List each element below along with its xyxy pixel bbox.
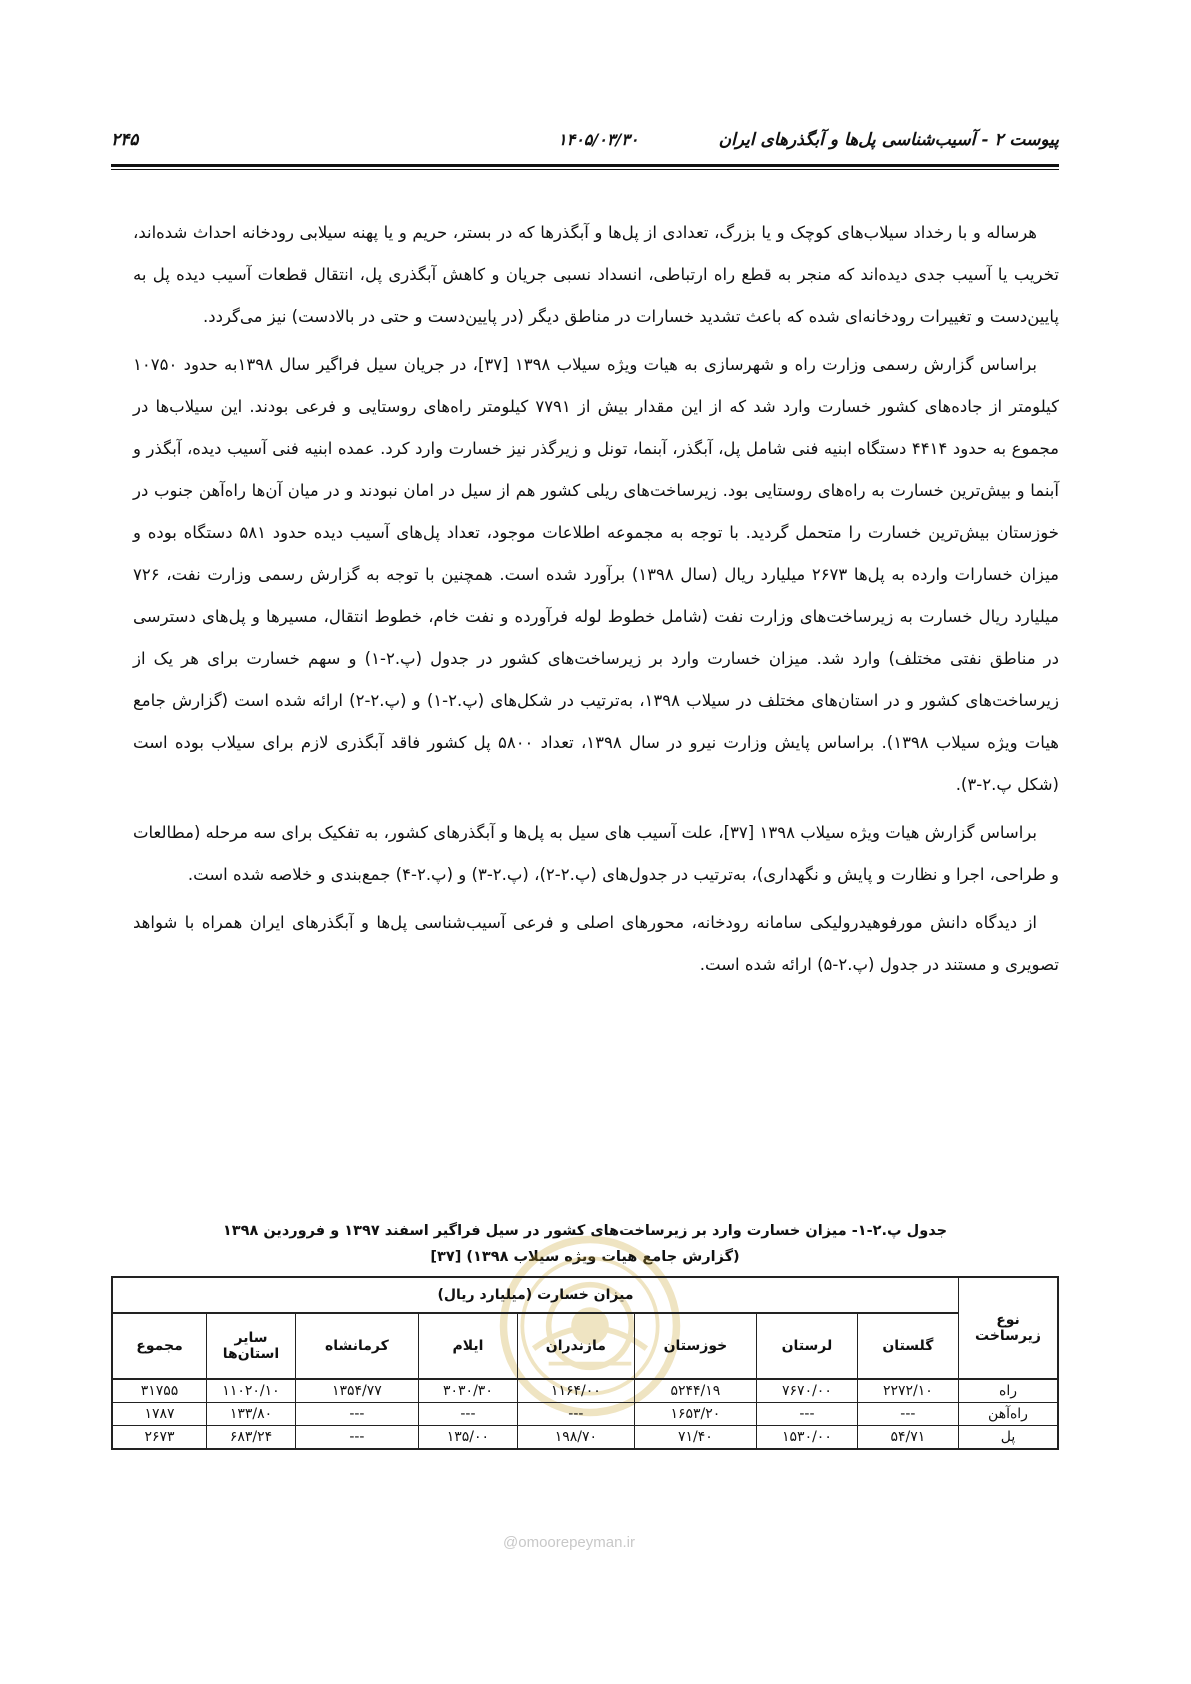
- table-cell: ۱۶۵۳/۲۰: [634, 1403, 756, 1426]
- table-cell: ۵۲۴۴/۱۹: [634, 1379, 756, 1403]
- table-cell: ۲۶۷۳: [112, 1426, 206, 1450]
- table-cell: ---: [418, 1403, 517, 1426]
- col-header: سایر استان‌ها: [206, 1313, 295, 1379]
- col-header: ایلام: [418, 1313, 517, 1379]
- table-cell: ۱۱۰۲۰/۱۰: [206, 1379, 295, 1403]
- row-type: راه: [959, 1379, 1059, 1403]
- header-title: پیوست ۲ - آسیب‌شناسی پل‌ها و آبگذرهای ایران: [718, 130, 1059, 150]
- row-type: راه‌آهن: [959, 1403, 1059, 1426]
- page-number: ۲۴۵: [111, 130, 139, 150]
- table-row: [112, 1403, 1058, 1426]
- table-cell: ۲۲۷۲/۱۰: [857, 1379, 958, 1403]
- damage-table: [111, 1276, 1059, 1450]
- table-cell: ۶۸۳/۲۴: [206, 1426, 295, 1450]
- table-cell: ۱۳۳/۸۰: [206, 1403, 295, 1426]
- header-rule-thin: [111, 169, 1059, 170]
- col-header: لرستان: [757, 1313, 858, 1379]
- table-cell: ۱۱۶۴/۰۰: [518, 1379, 635, 1403]
- watermark-url: @omoorepeyman.ir: [503, 1534, 635, 1551]
- table-cell: ---: [857, 1403, 958, 1426]
- table-row: [112, 1379, 1058, 1403]
- table-cell: ۷۶۷۰/۰۰: [757, 1379, 858, 1403]
- header-date: ۱۴۰۵/۰۳/۳۰: [558, 130, 639, 149]
- col-header: مازندران: [518, 1313, 635, 1379]
- col-header: مجموع: [112, 1313, 206, 1379]
- col-header: کرمانشاه: [295, 1313, 418, 1379]
- table-cell: ۱۷۸۷: [112, 1403, 206, 1426]
- page-header: [111, 130, 1059, 162]
- paragraph: براساس گزارش هیات ویژه سیلاب ۱۳۹۸ [۳۷]، علت آسیب های سیل به پل‌ها و آبگذرهای کشور، به تفکیک برای سه مرحله (مطالعات و طراحی، اجرا و نظارت و پایش و نگهداری)، به‌ترتیب در جدول‌های (پ.۲-۲)، (پ.۲-۳) و (پ.۲-۴) جمع‌بندی و خلاصه شده است.: [133, 823, 1059, 884]
- col-header-type: نوع زیرساخت: [959, 1277, 1059, 1379]
- col-header: گلستان: [857, 1313, 958, 1379]
- table-cell: ۱۵۳۰/۰۰: [757, 1426, 858, 1450]
- paragraph: از دیدگاه دانش مورفوهیدرولیکی سامانه رودخانه، محورهای اصلی و فرعی آسیب‌شناسی پل‌ها و آبگذرهای ایران همراه با شواهد تصویری و مستند در جدول (پ.۲-۵) ارائه شده است.: [133, 913, 1059, 974]
- table-caption-line2: (گزارش جامع هیات ویژه سیلاب ۱۳۹۸) [۳۷]: [430, 1249, 740, 1265]
- table-cell: ۱۳۵/۰۰: [418, 1426, 517, 1450]
- table-cell: ۷۱/۴۰: [634, 1426, 756, 1450]
- table-cell: ---: [518, 1403, 635, 1426]
- paragraph: براساس گزارش رسمی وزارت راه و شهرسازی به هیات ویژه سیلاب ۱۳۹۸ [۳۷]، در جریان سیل فراگیر سال ۱۳۹۸به حدود ۱۰۷۵۰ کیلومتر از جاده‌های کشور خسارت وارد شد که از این مقدار بیش از ۷۷۹۱ کیلومتر راه‌های روستایی و فرعی بودند. این سیلاب‌ها در مجموع به حدود ۴۴۱۴ دستگاه ابنیه فنی شامل پل، آبگذر، آبنما، تونل و زیرگذر نیز خسارت وارد کرد. عمده ابنیه فنی آسیب دیده، آبگذر و آبنما و بیش‌ترین خسارت به راه‌های روستایی بود. زیرساخت‌های ریلی کشور هم از سیل در امان نبودند و در میان آن‌ها راه‌آهن جنوب در خوزستان بیش‌ترین خسارت را متحمل گردید. با توجه به مجموعه اطلاعات موجود، تعداد پل‌های آسیب دیده حدود ۵۸۱ دستگاه بوده و میزان خسارات وارده به پل‌ها ۲۶۷۳ میلیارد ریال (سال ۱۳۹۸) برآورد شده است. همچنین با توجه به گزارش رسمی وزارت نفت، ۷۲۶ میلیارد ریال خسارت به زیرساخت‌های وزارت نفت (شامل خطوط لوله فرآورده و نفت خام، خطوط انتقال، مسیرها و پل‌های دسترسی در مناطق نفتی مختلف) وارد شد. میزان خسارت وارد بر زیرساخت‌های کشور در جدول (پ.۲-۱) و سهم خسارت برای هر یک از زیرساخت‌های کشور و در استان‌های مختلف در سیلاب ۱۳۹۸، به‌ترتیب در شکل‌های (پ.۲-۱) و (پ.۲-۲) ارائه شده است (گزارش جامع هیات ویژه سیلاب ۱۳۹۸). براساس پایش وزارت نیرو در سال ۱۳۹۸، تعداد ۵۸۰۰ پل کشور فاقد آبگذری لازم برای سیلاب بوده است (شکل پ.۲-۳).: [133, 355, 1059, 794]
- row-type: پل: [959, 1426, 1059, 1450]
- table-row: [112, 1426, 1058, 1450]
- col-header-group: میزان خسارت (میلیارد ریال): [112, 1277, 959, 1313]
- table-cell: ۵۴/۷۱: [857, 1426, 958, 1450]
- table-cell: ---: [757, 1403, 858, 1426]
- table-cell: ---: [295, 1426, 418, 1450]
- table-caption-line1: جدول پ.۲-۱- میزان خسارت وارد بر زیرساخت‌های کشور در سیل فراگیر اسفند ۱۳۹۷ و فروردین ۱۳۹۸: [222, 1223, 948, 1239]
- col-header: خوزستان: [634, 1313, 756, 1379]
- table-cell: ۳۱۷۵۵: [112, 1379, 206, 1403]
- header-rule: [111, 164, 1059, 167]
- table-cell: ---: [295, 1403, 418, 1426]
- table-cell: ۱۳۵۴/۷۷: [295, 1379, 418, 1403]
- table-cell: ۱۹۸/۷۰: [518, 1426, 635, 1450]
- table-cell: ۳۰۳۰/۳۰: [418, 1379, 517, 1403]
- body-text: [133, 212, 1059, 992]
- paragraph: هرساله و با رخداد سیلاب‌های کوچک و یا بزرگ، تعدادی از پل‌ها و آبگذرها که در بستر، حریم و یا پهنه سیلابی رودخانه احداث شده‌اند، تخریب یا آسیب جدی دیده‌اند که منجر به قطع راه ارتباطی، انسداد نسبی جریان و کاهش آبگذری پل، انتقال قطعات آسیب دیده پل به پایین‌دست و تغییرات رودخانه‌ای شده که باعث تشدید خسارات در مناطق دیگر (در پایین‌دست و حتی در بالادست) نیز می‌گردد.: [133, 223, 1059, 326]
